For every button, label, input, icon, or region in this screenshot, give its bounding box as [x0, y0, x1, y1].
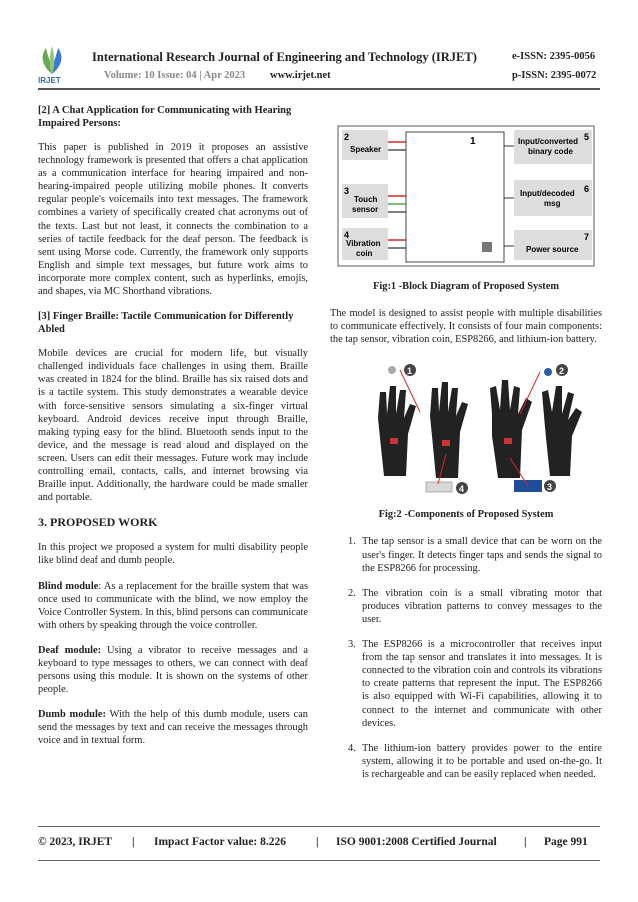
- subheading-ref2: [2] A Chat Application for Communicating with Hearing Impaired Persons:: [38, 105, 292, 129]
- list-item: [330, 587, 602, 626]
- section-heading: 3. PROPOSED WORK: [38, 515, 158, 530]
- paragraph-model: The model is designed to assist people with multiple disabilities to communicate effectively. It consists of four main components: the tap sensor, vibration coin, ESP8266, and lithium-ion battery.: [330, 308, 602, 346]
- left-column: [38, 104, 308, 760]
- list-item-number: 4.: [348, 742, 356, 754]
- paragraph-dumb: [38, 708, 308, 747]
- pissn: p-ISSN: 2395-0072: [512, 70, 597, 81]
- glove-left-icon: [378, 386, 416, 476]
- block-3-num: 3: [344, 186, 350, 196]
- list-item-number: 1.: [348, 536, 356, 548]
- components-svg: [330, 358, 602, 498]
- arrow-2: [520, 372, 540, 414]
- block-6-label-a: Input/decoded: [520, 189, 575, 198]
- glove-right-icon: [490, 380, 532, 478]
- list-item: [330, 535, 602, 574]
- header-rule: [38, 88, 600, 90]
- components-list: [330, 535, 602, 781]
- battery-icon: [426, 482, 452, 492]
- footer-sep-2: |: [316, 836, 319, 848]
- paragraph-blind: [38, 580, 308, 632]
- list-item-text: The vibration coin is a small vibrating motor that produces vibration patterns to convey messages to the user.: [362, 587, 602, 625]
- list-item-text: The lithium-ion battery provides power to the entire system, allowing it to be portable and used on-the-go. It is rechargeable and can be easily replaced when needed.: [362, 742, 602, 780]
- paragraph-deaf: [38, 644, 308, 696]
- list-item-number: 3.: [348, 639, 356, 651]
- glove-middle-icon: [430, 382, 468, 478]
- block-4-label-a: Vibration: [346, 239, 381, 248]
- dumb-text: With the help of this dumb module, users can send the messages by text and can receive the messages through voice and in textual form.: [38, 709, 308, 747]
- footer-sep-1: |: [132, 836, 135, 848]
- footer-sep-3: |: [524, 836, 527, 848]
- block-5-label-b: binary code: [528, 147, 573, 156]
- paragraph-ref3: Mobile devices are crucial for modern life, but visually challenged individuals face challenges in using them. Braille was created in 1824 for the blind. Braille has six raised dots and is a tactile system. This study demonstrates a wearable device with force-sensitive sensors simulating a six-finger virtual keyboard. Android devices receive input through Braille, making typing easy for the blind. Bluetooth sends input to the device, and the message is read aloud and displayed on the screen. Users can edit their messages. Future work may include controlling email, contacts, calls, and internet browsing via Braille input. Additionally, the hardware could be made smaller and portable.: [38, 348, 308, 504]
- block-4-num: 4: [344, 230, 350, 240]
- footer-page: Page 991: [544, 836, 588, 848]
- footer-rule-top: [38, 826, 600, 827]
- list-item: [330, 742, 602, 781]
- components-figure: [330, 358, 602, 498]
- paragraph-ref2: This paper is published in 2019 it proposes an assistive technology framework is presented that offers a chat application as a communication interface for hearing impaired and non-hearing-impaired people utilizing mobile phones. It converts regular people's voicemails into text messages. The framework combines a variety of specifically created chat acronyms out of the texts. Last but not least, it connects the combination to a series of tactile feedback for the deaf person. The feedback is sent using Morse code. Currently, the framework only supports English and simple text messages, but future work aims to incorporate more complex content, such as hyperlinks, emojis, and shapes, via MC Shorthand vibrations.: [38, 142, 308, 298]
- blind-label: Blind module: [38, 580, 99, 592]
- block-2-num: 2: [344, 132, 350, 142]
- fig2-caption: Fig:2 -Components of Proposed System: [378, 509, 554, 521]
- footer-copyright: © 2023, IRJET: [38, 836, 113, 848]
- fig1-caption: Fig:1 -Block Diagram of Proposed System: [373, 281, 559, 292]
- list-item-number: 2.: [348, 587, 356, 599]
- page-header: [0, 0, 638, 92]
- block-5-num: 5: [584, 132, 590, 142]
- glove-far-icon: [542, 386, 582, 476]
- block-6-num: 6: [584, 184, 590, 194]
- footer-impact: Impact Factor value: 8.226: [154, 836, 287, 848]
- deaf-label: Deaf module:: [38, 644, 102, 656]
- subheading-ref3: [3] Finger Braille: Tactile Communication for Differently Abled: [38, 311, 294, 336]
- list-item-text: The tap sensor is a small device that can be worn on the user's finger. It detects finger taps and sends the signal to the ESP8266 for processing.: [362, 536, 602, 574]
- block-1-chip: [482, 242, 492, 252]
- journal-title: International Research Journal of Engineering and Technology (IRJET): [92, 50, 477, 64]
- block-3-label-b: sensor: [352, 205, 379, 214]
- vibration-coin-icon: [544, 368, 552, 376]
- block-decoded-msg: [514, 180, 592, 216]
- marker-3-text: 3: [547, 482, 553, 493]
- right-column: [330, 104, 602, 793]
- footer-iso: ISO 9001:2008 Certified Journal: [336, 836, 497, 848]
- block-5-label-a: Input/converted: [518, 137, 579, 146]
- marker-4-text: 4: [459, 484, 465, 495]
- blind-text: : As a replacement for the braille system that was once used to communicate with the blind, we now employ the Voice Controller System. In this, blind persons can communicate with others by speaking through the voice controller.: [38, 580, 308, 631]
- volume-info: Volume: 10 Issue: 04 | Apr 2023: [104, 70, 246, 81]
- paragraph-intro: In this project we proposed a system for multi disability people like blind deaf and dumb people.: [38, 542, 308, 567]
- block-diagram-svg: [330, 112, 602, 270]
- marker-2-text: 2: [559, 366, 565, 377]
- block-4-label-b: coin: [356, 249, 373, 258]
- tap-sensor-icon: [388, 366, 396, 374]
- block-3-label-a: Touch: [354, 195, 378, 204]
- deaf-text: Using a vibrator to receive messages and a keyboard to type messages to others, we can connect with deaf persons using this module. It is shown on the systems of other people.: [38, 644, 308, 696]
- list-item: [330, 638, 602, 730]
- block-1-num: 1: [470, 136, 476, 147]
- website-link[interactable]: www.irjet.net: [270, 70, 331, 81]
- dumb-label: Dumb module:: [38, 709, 106, 721]
- logo-text: IRJET: [38, 76, 61, 85]
- block-7-label: Power source: [526, 245, 579, 254]
- block-2-label: Speaker: [350, 145, 382, 154]
- marker-1-text: 1: [407, 366, 413, 377]
- list-item-text: The ESP8266 is a microcontroller that receives input from the tap sensor and translates it into messages. It is connected to the vibration coin and controls its vibrations to create patterns that represent the input. The ESP8266 is also equipped with Wi-Fi capabilities, allowing it to connect to the internet and communicate with other devices.: [362, 639, 602, 729]
- block-diagram: [330, 112, 602, 270]
- footer-rule-bottom: [38, 860, 600, 861]
- block-6-label-b: msg: [544, 199, 561, 208]
- eissn: e-ISSN: 2395-0056: [512, 51, 596, 62]
- block-7-num: 7: [584, 232, 590, 242]
